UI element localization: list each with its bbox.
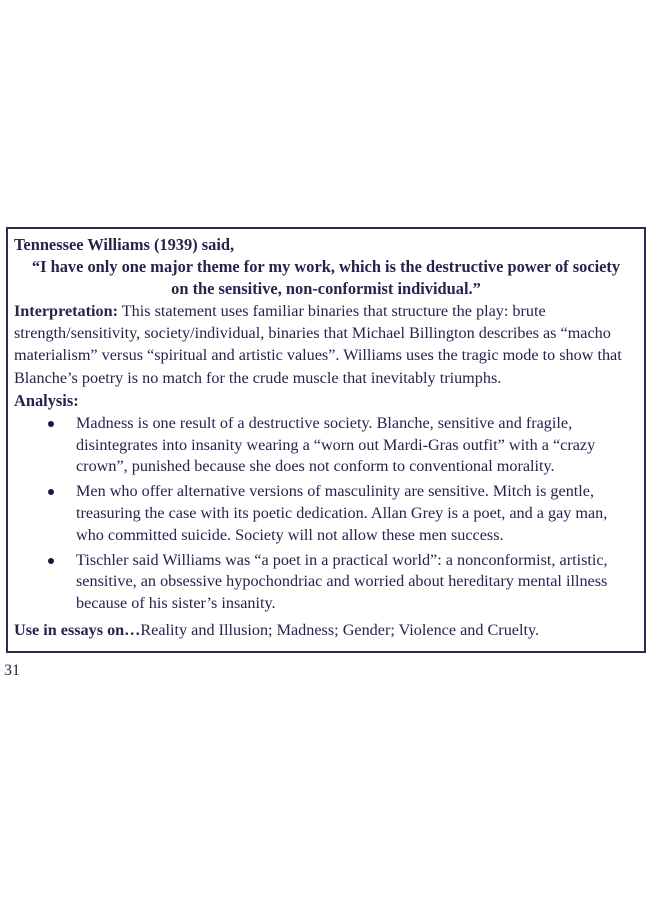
page-number: 31 <box>4 662 20 679</box>
list-item <box>14 481 638 546</box>
essays-label: Use in essays on… <box>14 620 141 639</box>
list-item <box>14 413 638 478</box>
essays-text: Reality and Illusion; Madness; Gender; Violence and Cruelty. <box>140 620 540 639</box>
essays-line <box>14 618 638 642</box>
list-item <box>14 550 638 615</box>
williams-quote: “I have only one major theme for my work, which is the destructive power of society on the sensitive, non-conformist individual.” <box>31 257 621 298</box>
bullet-icon <box>48 558 54 564</box>
card-heading: Tennessee Williams (1939) said, <box>14 235 235 254</box>
bullet-icon <box>48 489 54 495</box>
bullet-icon <box>48 421 54 427</box>
interpretation-paragraph <box>14 300 638 389</box>
quotation-card <box>6 227 646 653</box>
analysis-item-text: Madness is one result of a destructive society. Blanche, sensitive and fragile, disintegrates into insanity wearing a “worn out Mardi-Gras outfit” with a “crazy crown”, punished because she does not conform to conventional morality. <box>76 413 596 476</box>
analysis-list <box>14 413 638 615</box>
interpretation-label: Interpretation: <box>14 302 119 320</box>
analysis-item-text: Men who offer alternative versions of masculinity are sensitive. Mitch is gentle, treasuring the case with its poetic dedication. Allan Grey is a poet, and a gay man, who committed suicide. Society will not allow these men success. <box>76 482 608 544</box>
interpretation-text: This statement uses familiar binaries that structure the play: brute strength/sensitivity, society/individual, binaries that Michael Billington describes as “macho materialism” versus “spiritual and artistic values”. Williams uses the tragic mode to show that Blanche’s poetry is no match for the crude muscle that inevitably triumphs. <box>14 302 622 387</box>
analysis-item-text: Tischler said Williams was “a poet in a practical world”: a nonconformist, artistic, sensitive, an obsessive hypochondriac and worried about hereditary mental illness because of his sister’s insanity. <box>76 550 608 613</box>
analysis-label: Analysis: <box>14 390 79 410</box>
